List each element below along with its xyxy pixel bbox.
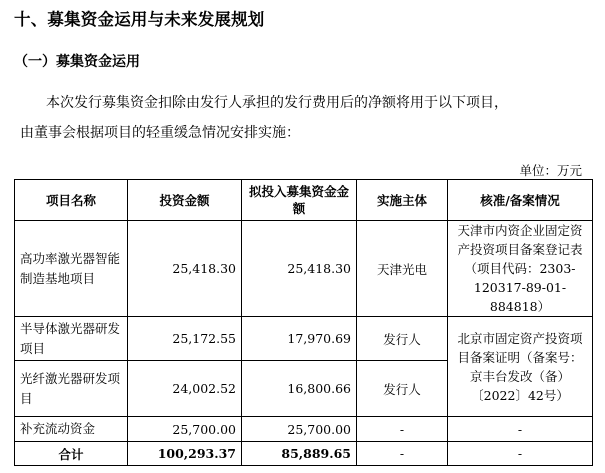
cell-total-entity: -	[357, 442, 448, 466]
section-heading: 十、募集资金运用与未来发展规划	[14, 10, 265, 29]
cell-raised-funds-amount: 25,418.30	[242, 221, 357, 317]
paragraph-line-1: 本次发行募集资金扣除由发行人承担的发行费用后的净额将用于以下项目，	[46, 95, 508, 111]
cell-total-approval: -	[448, 442, 593, 466]
cell-approval-status-merged: 北京市固定资产投资项目备案证明（备案号：京丰台发改（备）〔2022〕42号）	[448, 317, 593, 417]
cell-total-raised-funds: 85,889.65	[242, 442, 357, 466]
table-total-row	[15, 442, 593, 466]
cell-investment-amount: 25,172.55	[128, 317, 242, 361]
cell-approval-status: 天津市内资企业固定资产投资项目备案登记表（项目代码：2303-120317-89-01-884818）	[448, 221, 593, 317]
cell-project-name: 半导体激光器研发项目	[15, 317, 128, 361]
header-implementing-entity: 实施主体	[357, 180, 448, 221]
cell-investment-amount: 25,700.00	[128, 417, 242, 442]
cell-implementing-entity: 发行人	[357, 361, 448, 417]
table-row	[15, 317, 593, 361]
cell-project-name: 光纤激光器研发项目	[15, 361, 128, 417]
table-row	[15, 417, 593, 442]
fund-usage-table	[14, 179, 593, 466]
cell-total-investment: 100,293.37	[128, 442, 242, 466]
cell-investment-amount: 24,002.52	[128, 361, 242, 417]
table-row	[15, 221, 593, 317]
header-raised-funds-amount: 拟投入募集资金金额	[242, 180, 357, 221]
cell-project-name: 补充流动资金	[15, 417, 128, 442]
cell-project-name: 高功率激光器智能制造基地项目	[15, 221, 128, 317]
cell-implementing-entity: 天津光电	[357, 221, 448, 317]
cell-raised-funds-amount: 16,800.66	[242, 361, 357, 417]
paragraph-line-2: 由董事会根据项目的轻重缓急情况安排实施：	[20, 125, 300, 141]
header-investment-amount: 投资金额	[128, 180, 242, 221]
intro-paragraph	[20, 88, 605, 148]
cell-investment-amount: 25,418.30	[128, 221, 242, 317]
subsection-heading: （一）募集资金运用	[14, 54, 140, 70]
cell-approval-status: -	[448, 417, 593, 442]
cell-implementing-entity: -	[357, 417, 448, 442]
table-header-row	[15, 180, 593, 221]
cell-raised-funds-amount: 17,970.69	[242, 317, 357, 361]
cell-implementing-entity: 发行人	[357, 317, 448, 361]
cell-raised-funds-amount: 25,700.00	[242, 417, 357, 442]
header-project-name: 项目名称	[15, 180, 128, 221]
cell-total-label: 合计	[15, 442, 128, 466]
unit-label: 单位：万元	[519, 163, 582, 178]
header-approval-status: 核准/备案情况	[448, 180, 593, 221]
